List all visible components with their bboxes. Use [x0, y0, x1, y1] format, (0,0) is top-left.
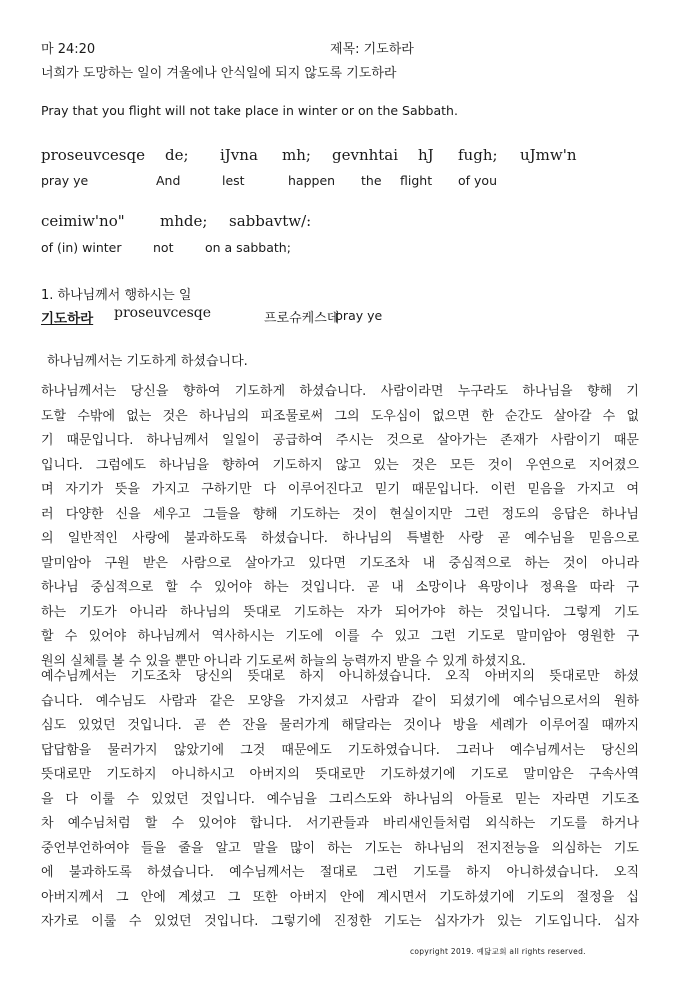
- greek-word: sabbavtw/:: [229, 212, 312, 230]
- text-line: 습니다. 예수님도 사람과 같은 모양을 가지셨고 사람과 같이 되셨기에 예수님으로서의 원하: [41, 693, 639, 709]
- text-line: 아버지께서 그 안에 계셨고 그 또한 아버지 안에 계시면서 기도하셨기에 기도의 절정을 십: [41, 889, 639, 905]
- text-line: 말미암아 구원 받은 사람으로 살아가고 있다면 기도조차 내 중심적으로 하는 것이 아니라: [41, 555, 639, 571]
- greek-word: mh;: [282, 146, 311, 164]
- greek-word: fugh;: [458, 146, 498, 164]
- copyright-footer: copyright 2019. 예닮교회 all rights reserved.: [410, 947, 586, 956]
- section-intro: 하나님께서는 기도하게 하셨습니다.: [47, 354, 248, 369]
- text-line: 며 자기가 뜻을 가지고 구하기만 다 이루어진다고 믿기 때문입니다. 이런 믿음을 가지고 여: [41, 482, 639, 497]
- greek-word: uJmw'n: [520, 146, 577, 164]
- text-line: 하나님 중심적으로 할 수 있어야 하는 것입니다. 곧 내 소망이나 욕망이나 정욕을 따라 구: [41, 580, 639, 595]
- gloss-word: happen: [288, 173, 336, 188]
- text-line: 입니다. 그럼에도 하나님을 향하여 기도하지 않고 있는 것은 모든 것이 우연으로 지어졌으: [41, 457, 639, 473]
- verse-english: Pray that you flight will not take place in winter or on the Sabbath.: [41, 103, 458, 118]
- text-line: 을 다 이룰 수 있었던 것입니다. 예수님을 그리스도와 하나님의 아들로 믿는 자라면 기도조: [41, 791, 639, 807]
- text-line: 의 일반적인 사랑에 불과하도록 하셨습니다. 하나님의 특별한 사랑 곧 예수님을 믿음으로: [41, 531, 639, 546]
- greek-word: ceimiw'no": [41, 212, 125, 230]
- text-line: 에 불과하도록 하셨습니다. 예수님께서는 절대로 그런 기도를 하지 아니하셨습니다. 오직: [41, 865, 639, 880]
- greek-word: proseuvcesqe: [41, 146, 145, 164]
- paragraph-1: [41, 380, 639, 674]
- text-line: 뜻대로만 기도하지 아니하시고 아버지의 뜻대로만 기도하셨기에 기도로 말미암은 구속사역: [41, 767, 639, 782]
- greek-word: hJ: [418, 146, 434, 164]
- greek-word: iJvna: [220, 146, 258, 164]
- greek-word: gevnhtai: [332, 146, 399, 164]
- paragraph-2: [41, 665, 639, 935]
- keyword-transliteration: 프로슈케스데: [264, 311, 340, 326]
- scripture-reference: 마 24:20: [41, 42, 96, 57]
- sermon-title: 제목: 기도하라: [330, 42, 414, 57]
- text-line: 하는 기도가 아니라 하나님의 뜻대로 기도하는 자가 되어가야 하는 것입니다. 그렇게 기도: [41, 604, 639, 620]
- gloss-word: the: [361, 173, 382, 188]
- gloss-word: And: [156, 173, 181, 188]
- gloss-word: lest: [222, 173, 245, 188]
- text-line: 자가로 이룰 수 있었던 것입니다. 그렇기에 진정한 기도는 십자가가 있는 기도입니다. 십자: [41, 914, 639, 929]
- gloss-word: flight: [400, 173, 433, 188]
- text-line: 하나님께서는 당신을 향하여 기도하게 하셨습니다. 사람이라면 누구라도 하나님을 향해 기: [41, 384, 639, 399]
- text-line: 도할 수밖에 없는 것은 하나님의 피조물로써 그의 도우심이 없으면 한 순간도 살아갈 수 없: [41, 408, 639, 424]
- text-line: 차 예수님처럼 할 수 있어야 합니다. 서기관들과 바리새인들처럼 외식하는 기도를 하거나: [41, 816, 639, 831]
- gloss-word: not: [153, 240, 174, 255]
- text-line: 중언부언하여야 들을 줄을 알고 말을 많이 하는 기도는 하나님의 전지전능을 의심하는 기도: [41, 840, 639, 856]
- gloss-word: of (in) winter: [41, 240, 122, 255]
- gloss-word: of you: [458, 173, 497, 188]
- text-line: 기 때문입니다. 하나님께서 일일이 공급하여 주시는 것으로 살아가는 존재가 사람이기 때문: [41, 433, 639, 448]
- text-line: 답답함을 물러가지 않았기에 그것 때문에도 기도하였습니다. 그러나 예수님께서는 당신의: [41, 742, 639, 758]
- text-line: 예수님께서는 기도조차 당신의 뜻대로 하지 아니하셨습니다. 오직 아버지의 뜻대로만 하셨: [41, 669, 639, 684]
- text-line: 원의 실체를 볼 수 있을 뿐만 아니라 기도로써 하늘의 능력까지 받을 수 있게 하셨지요.: [41, 653, 526, 669]
- keyword-korean: 기도하라: [41, 311, 94, 327]
- text-line: 심도 있었던 것입니다. 곧 쓴 잔을 물러가게 해달라는 것이나 방을 세례가 이루어질 때까지: [41, 718, 639, 733]
- greek-word: de;: [165, 146, 189, 164]
- text-line: 할 수 있어야 하나님께서 역사하시는 기도에 이를 수 있고 그런 기도로 말미암아 영원한 구: [41, 629, 639, 644]
- gloss-word: pray ye: [41, 173, 89, 188]
- keyword-english: pray ye: [335, 308, 383, 323]
- gloss-word: on a sabbath;: [205, 240, 291, 255]
- verse-korean: 너희가 도망하는 일이 겨울에나 안식일에 되지 않도록 기도하라: [41, 66, 397, 81]
- text-line: 러 다양한 신을 세우고 그들을 향해 기도하는 것이 현실이지만 그런 정도의 응답은 하나님: [41, 506, 639, 522]
- section-heading: 1. 하나님께서 행하시는 일: [41, 288, 192, 303]
- keyword-greek: proseuvcesqe: [114, 305, 212, 321]
- greek-word: mhde;: [160, 212, 208, 230]
